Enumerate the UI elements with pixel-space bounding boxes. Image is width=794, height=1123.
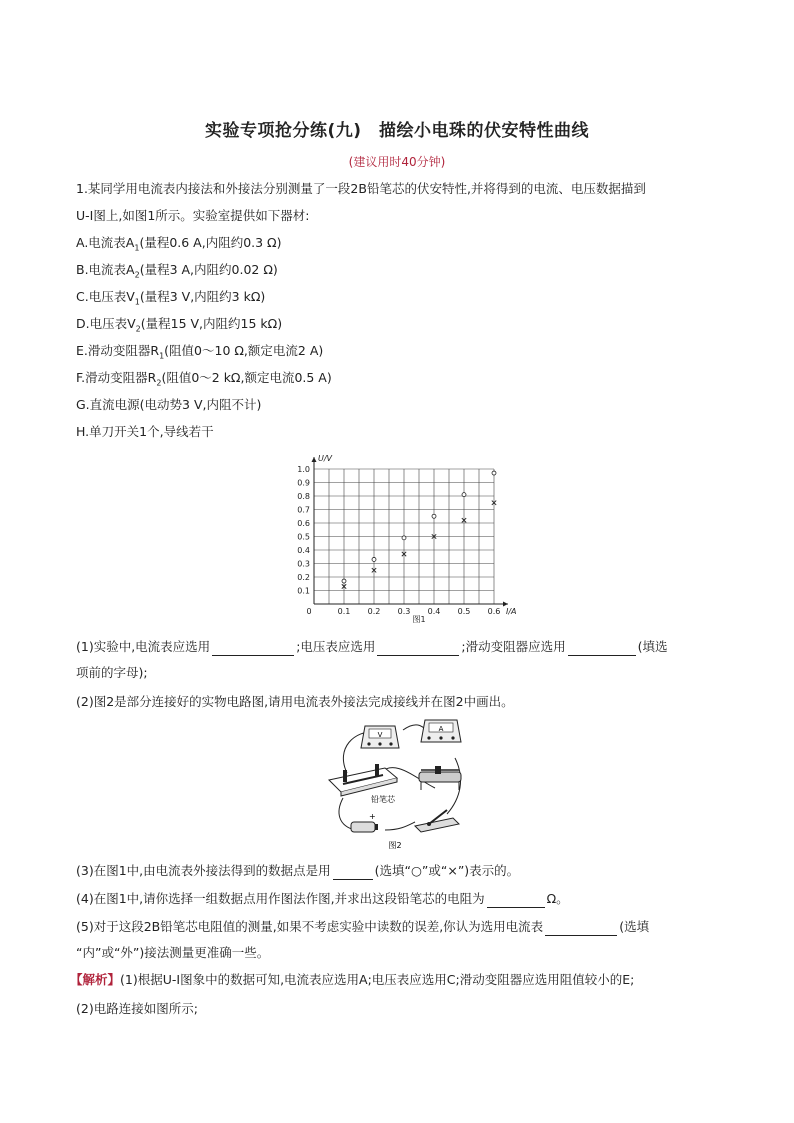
pencil-lead-board — [329, 764, 397, 804]
answer-blank-marker[interactable] — [333, 865, 373, 880]
circuit-photo-figure — [325, 718, 465, 853]
question-1-part-5: (5)对于这段2B铅笔芯电阻值的测量,如果不考虑实验中读数的误差,你认为选用电流表 (选填 — [76, 919, 650, 934]
y-tick-label: 0.3 — [297, 559, 310, 569]
option-e: E.滑动变阻器$R_1$(阻值0～10 Ω,额定电流2 A) — [76, 343, 324, 361]
pencil-lead-label: 铅笔芯 — [371, 795, 395, 804]
x-axis-arrow — [503, 602, 508, 607]
option-h: H.单刀开关1个,导线若干 — [76, 424, 214, 439]
y-tick-label: 0.6 — [297, 519, 310, 528]
question-1-part-3: (3)在图1中,由电流表外接法得到的数据点是用 (选填“○”或“×”)表示的。 — [76, 863, 520, 878]
x-tick-label: 0.1 — [337, 607, 351, 616]
origin-label: 0 — [306, 607, 312, 616]
circle-data-point — [492, 471, 496, 475]
circle-data-point — [402, 536, 406, 540]
y-tick-label: 0.4 — [297, 546, 310, 555]
option-b: B.电流表$A_2$(量程3 A,内阻约0.02 Ω) — [76, 262, 278, 280]
y-tick-label: 0.5 — [297, 532, 310, 542]
y-axis-label: U/V — [318, 454, 333, 463]
y-tick-label: 0.8 — [297, 492, 310, 501]
rheostat — [419, 766, 461, 790]
option-a: A.电流表$A_1$(量程0.6 A,内阻约0.3 Ω) — [76, 235, 282, 253]
answer-blank-rheostat[interactable] — [568, 641, 636, 656]
circle-data-point — [462, 493, 466, 497]
question-1-part-2: (2)图2是部分连接好的实物电路图,请用电流表外接法完成接线并在图2中画出。 — [76, 694, 514, 709]
battery — [351, 812, 378, 832]
answer-blank-voltmeter[interactable] — [377, 641, 459, 656]
y-tick-label: 1.0 — [297, 465, 310, 474]
wire — [385, 822, 415, 830]
volt-symbol: V — [377, 731, 383, 739]
switch — [415, 810, 459, 832]
x-tick-label: 0.4 — [427, 607, 441, 616]
question-1-intro-line-1: 1.某同学用电流表内接法和外接法分别测量了一段2B铅笔芯的伏安特性,并将得到的电流、电压数据描到 — [76, 181, 646, 196]
y-tick-label: 0.9 — [297, 478, 310, 488]
x-tick-label: 0.2 — [367, 607, 381, 616]
y-tick-label: 0.2 — [297, 573, 310, 582]
x-axis-label: I/A — [506, 607, 517, 616]
question-1-part-4: (4)在图1中,请你选择一组数据点用作图法作图,并求出这段铅笔芯的电阻为 Ω。 — [76, 891, 569, 906]
figure-2-caption: 图2 — [388, 841, 402, 850]
answer-blank-resistance[interactable] — [487, 893, 545, 908]
question-1-part-1: (1)实验中,电流表应选用 ;电压表应选用 ;滑动变阻器应选用 (填选 — [76, 639, 668, 654]
circle-data-point — [432, 514, 436, 518]
x-tick-label: 0.5 — [457, 607, 471, 616]
question-1-intro-line-2: U-I图上,如图1所示。实验室提供如下器材: — [76, 208, 310, 223]
amp-symbol: A — [438, 725, 444, 733]
option-g: G.直流电源(电动势3 V,内阻不计) — [76, 397, 262, 412]
suggested-time: (建议用时40分钟) — [348, 155, 446, 169]
analysis-line-2: (2)电路连接如图所示; — [76, 1001, 198, 1016]
option-c: C.电压表$V_1$(量程3 V,内阻约3 kΩ) — [76, 289, 266, 307]
circle-data-point — [372, 557, 376, 561]
circle-data-point — [342, 579, 346, 583]
question-1-part-1-cont: 项前的字母); — [76, 665, 148, 680]
voltmeter — [361, 726, 399, 748]
ammeter — [421, 720, 461, 742]
x-tick-label: 0.6 — [487, 607, 501, 616]
analysis-tag: 【解析】 — [70, 972, 121, 987]
y-tick-label: 0.7 — [297, 505, 310, 515]
x-tick-label: 0.3 — [397, 607, 411, 616]
analysis-line-1: 【解析】(1)根据U-I图象中的数据可知,电流表应选用A;电压表应选用C;滑动变阻器应选用阻值较小的E; — [70, 972, 635, 987]
option-f: F.滑动变阻器$R_2$(阻值0～2 kΩ,额定电流0.5 A) — [76, 370, 332, 388]
y-tick-label: 0.1 — [297, 586, 310, 596]
option-d: D.电压表$V_2$(量程15 V,内阻约15 kΩ) — [76, 316, 283, 334]
u-i-chart — [290, 450, 515, 625]
figure-1-caption: 图1 — [412, 615, 426, 624]
answer-blank-connection[interactable] — [545, 921, 617, 936]
plus-sign: + — [369, 812, 376, 821]
answer-blank-ammeter[interactable] — [212, 641, 294, 656]
page-title: 实验专项抢分练(九) 描绘小电珠的伏安特性曲线 — [204, 121, 590, 141]
question-1-part-5-cont: “内”或“外”)接法测量更准确一些。 — [76, 945, 270, 960]
y-axis-arrow — [312, 457, 317, 462]
